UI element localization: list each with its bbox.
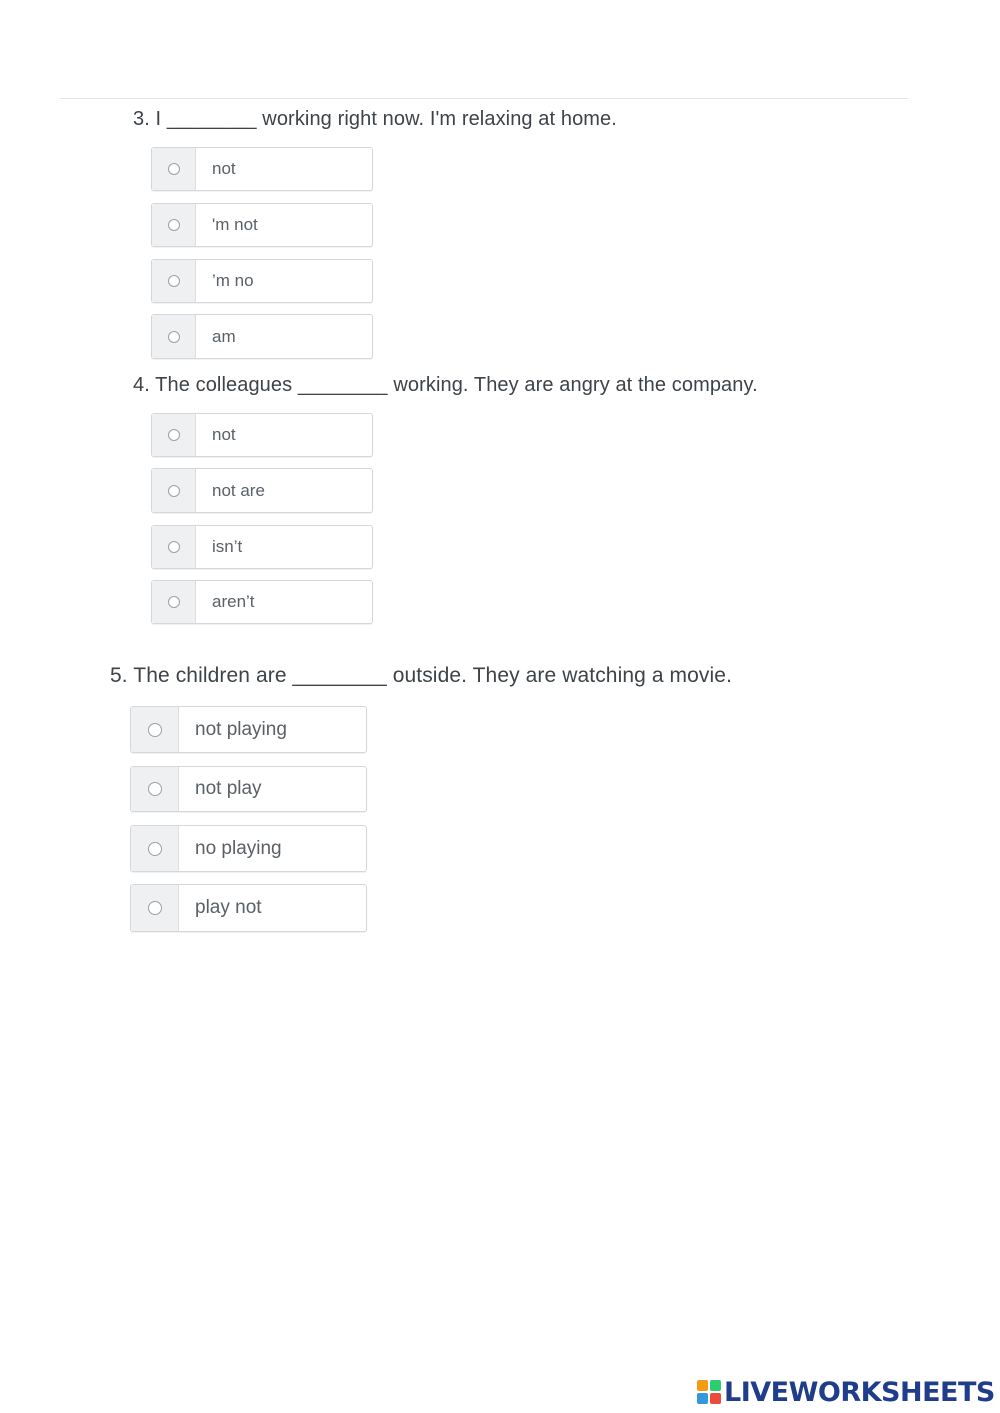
radio-button[interactable] <box>148 901 162 915</box>
option-label: 'm not <box>212 215 258 234</box>
option-label: aren’t <box>212 592 255 611</box>
option-label: not play <box>195 778 262 799</box>
option-label: ’m no <box>212 271 254 290</box>
radio-button[interactable] <box>168 541 180 553</box>
logo-tile-icon <box>697 1380 708 1391</box>
radio-button[interactable] <box>148 842 162 856</box>
radio-button[interactable] <box>168 429 180 441</box>
radio-button[interactable] <box>168 485 180 497</box>
option-label: not <box>212 159 236 178</box>
option-label: am <box>212 326 236 346</box>
question-4-text: 4. The colleagues ________ working. They are angry at the company. <box>133 374 758 396</box>
radio-button[interactable] <box>168 219 180 231</box>
logo-tiles-icon <box>697 1380 721 1404</box>
liveworksheets-logo <box>697 1377 995 1407</box>
question-4-option-3[interactable] <box>151 525 373 569</box>
question-3-text: 3. I ________ working right now. I'm relaxing at home. <box>133 108 617 130</box>
logo-tile-icon <box>710 1380 721 1391</box>
top-divider <box>60 98 908 99</box>
radio-button[interactable] <box>168 331 180 343</box>
logo-tile-icon <box>697 1393 708 1404</box>
option-label: isn’t <box>212 537 243 556</box>
question-4-option-2[interactable] <box>151 468 373 513</box>
question-3-option-1[interactable] <box>151 147 373 191</box>
option-label: not <box>212 425 236 444</box>
logo-text: LIVEWORKSHEETS <box>724 1376 995 1408</box>
radio-button[interactable] <box>168 596 180 608</box>
radio-button[interactable] <box>148 723 162 737</box>
question-5-text: 5. The children are ________ outside. They are watching a movie. <box>110 664 733 687</box>
question-5-option-4[interactable] <box>130 884 367 932</box>
radio-button[interactable] <box>168 163 180 175</box>
question-5-option-3[interactable] <box>130 825 367 872</box>
option-label: not playing <box>195 718 287 740</box>
question-5-option-2[interactable] <box>130 766 367 812</box>
question-3-option-4[interactable] <box>151 314 373 359</box>
radio-button[interactable] <box>148 782 162 796</box>
logo-tile-icon <box>710 1393 721 1404</box>
option-label: play not <box>195 897 262 918</box>
option-label: no playing <box>195 837 282 859</box>
question-4-option-1[interactable] <box>151 413 373 457</box>
question-5-option-1[interactable] <box>130 706 367 753</box>
radio-button[interactable] <box>168 275 180 287</box>
question-4-option-4[interactable] <box>151 580 373 624</box>
question-3-option-2[interactable] <box>151 203 373 247</box>
question-3-option-3[interactable] <box>151 259 373 303</box>
option-label: not are <box>212 480 265 500</box>
